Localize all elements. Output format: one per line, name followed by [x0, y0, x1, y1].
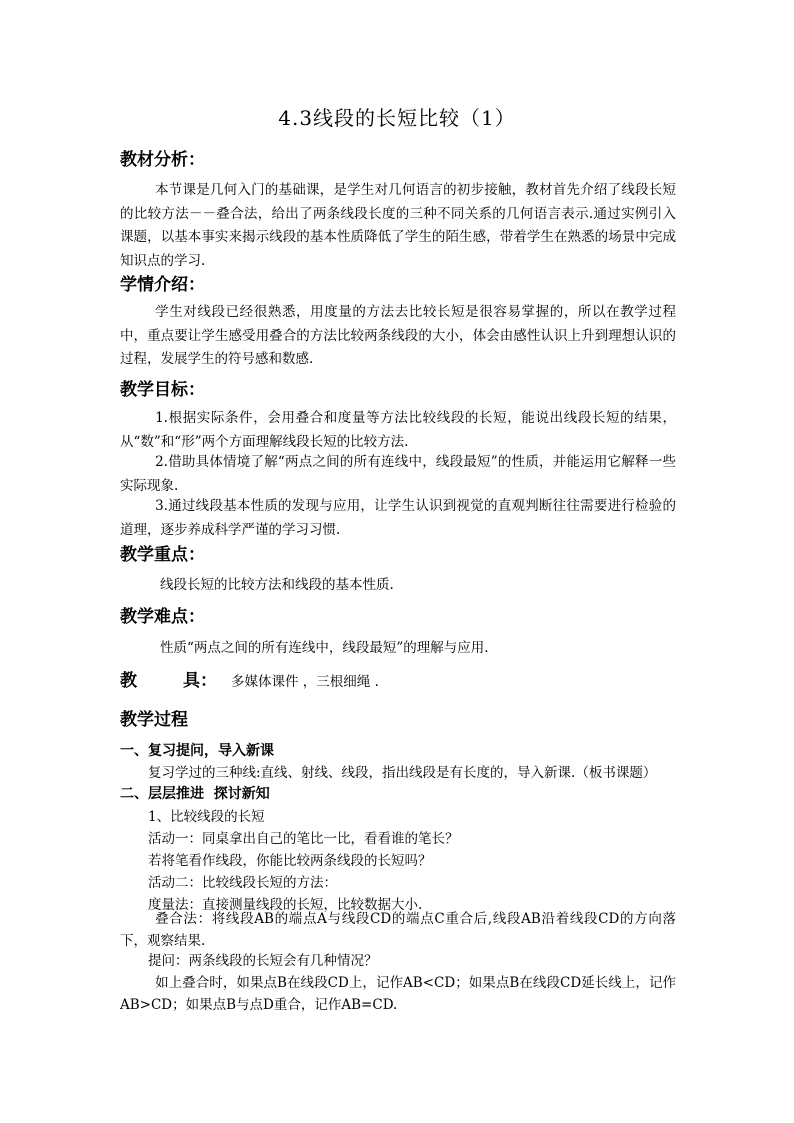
tools-value: 多媒体课件 ，三根细绳 . — [231, 674, 379, 690]
activity-1: 活动一：同桌拿出自己的笔比一比，看看谁的笔长？ — [148, 831, 459, 847]
part1-heading: 一、复习提问，导入新课 — [120, 743, 274, 759]
paragraph-student-situation: 学生对线段已经很熟悉，用度量的方法去比较长短是很容易掌握的，所以在教学过程中，重点要让学生感受用叠合的方法比较两条线段的大小，体会由感性认识上升到理想认识的过程，发展学生的符号感和数感. — [120, 304, 676, 367]
key-points-text: 线段长短的比较方法和线段的基本性质. — [160, 577, 394, 593]
paragraph-material-analysis: 本节课是几何入门的基础课，是学生对几何语言的初步接触，教材首先介绍了线段长短的比较方法－－叠合法，给出了两条线段长度的三种不同关系的几何语言表示.通过实例引入课题，以基本事实来揭示线段的基本性质降低了学生的陌生感，带着学生在熟悉的场景中完成知识点的学习. — [120, 182, 676, 269]
question-cases: 提问：两条线段的长短会有几种情况？ — [148, 953, 378, 969]
step-1-title: 1、比较线段的长短 — [148, 809, 265, 825]
teaching-tools — [120, 669, 379, 694]
goal-item-3: 3.通过线段基本性质的发现与应用，让学生认识到视觉的直观判断往往需要进行检验的道理，逐步养成科学严谨的学习习惯. — [120, 498, 676, 538]
tools-label-a: 教 — [120, 671, 137, 691]
part1-text: 复习学过的三种线:直线、射线、线段，指出线段是有长度的，导入新课.（板书课题） — [148, 765, 657, 781]
part2-heading: 二、层层推进 探讨新知 — [120, 786, 270, 802]
overlap-method: 叠合法：将线段AB的端点A与线段CD的端点C重合后,线段AB沿着线段CD的方向落下，观察结果. — [120, 911, 676, 949]
tools-label-b: 具： — [183, 671, 217, 691]
goal-item-1: 1.根据实际条件，会用叠合和度量等方法比较线段的长短，能说出线段长短的结果，从“数”和“形”两个方面理解线段长短的比较方法. — [120, 410, 676, 450]
difficulties-text: 性质“两点之间的所有连线中，线段最短”的理解与应用. — [160, 640, 489, 656]
cases-result: 如上叠合时，如果点B在线段CD上，记作AB<CD；如果点B在线段CD延长线上，记作AB>CD；如果点B与点D重合，记作AB=CD. — [120, 975, 676, 1013]
heading-teaching-goals: 教学目标： — [120, 380, 205, 400]
heading-material-analysis: 教材分析： — [120, 150, 205, 170]
goal-item-2: 2.借助具体情境了解“两点之间的所有连线中，线段最短”的性质，并能运用它解释一些实际现象. — [120, 454, 676, 494]
activity-2: 活动二：比较线段长短的方法： — [148, 875, 337, 891]
heading-difficulties: 教学难点： — [120, 607, 205, 627]
measure-method: 度量法：直接测量线段的长短，比较数据大小. — [148, 897, 423, 913]
activity-1-question: 若将笔看作线段，你能比较两条线段的长短吗？ — [148, 853, 432, 869]
heading-teaching-process: 教学过程 — [120, 710, 188, 730]
heading-key-points: 教学重点： — [120, 545, 205, 565]
page-title: 4.3线段的长短比较（1） — [278, 106, 516, 130]
heading-student-situation: 学情介绍： — [120, 275, 205, 295]
